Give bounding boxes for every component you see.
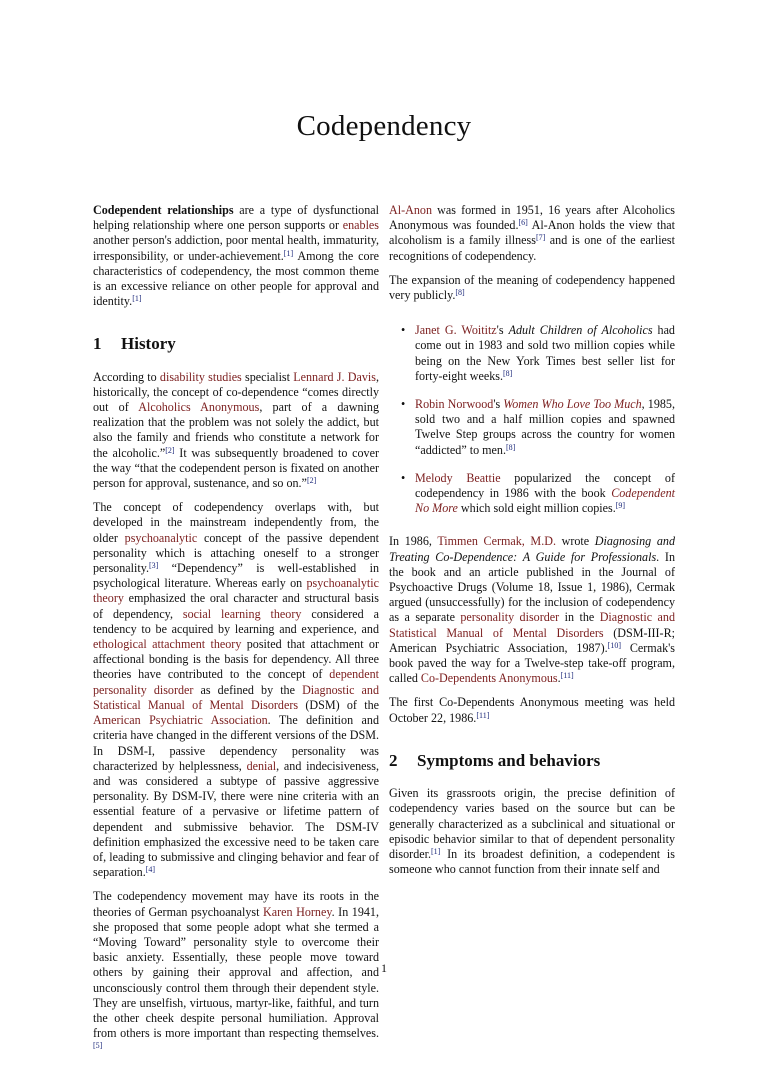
page-title: Codependency (296, 110, 472, 142)
text: which sold eight million copies. (457, 501, 616, 516)
text: The codependency movement may have its roots in the theories of German psychoanalyst (93, 889, 379, 919)
text: In its broadest definition, a codependent is someone who cannot function from their innate self and (389, 846, 675, 877)
text: . In the book and an article published in the Journal of Psychoactive Drugs (Volume 18, Issue 1, 1986), Cermak argued (unsuccessfully) for the inclusion of codependency as a separate (389, 549, 676, 625)
history-paragraph (93, 370, 379, 492)
ref-link[interactable]: [6] (518, 218, 528, 228)
text: specialist (241, 369, 294, 384)
history-paragraph (389, 534, 675, 686)
intro-paragraph (93, 203, 379, 309)
history-paragraph (93, 500, 379, 880)
text: Cermak's book paved the way for a Twelve-step take-off program, called (389, 640, 675, 686)
section-title: Symptoms and behaviors (417, 750, 601, 770)
left-column (93, 203, 379, 1066)
section-number: 2 (389, 750, 398, 770)
ref-link[interactable]: [10] (607, 640, 621, 650)
text: 's (493, 397, 504, 412)
text: Among the core characteristics of codependency, the most common theme is an excessive reliance on other people for approval and identity. (93, 248, 379, 309)
ref-link[interactable]: [8] (503, 368, 513, 378)
text: The expansion of the meaning of codependency happened very publicly. (389, 272, 675, 303)
text: , and indecisiveness, and was considered a subtype of passive aggressive personality. By DSM-IV, there were nine criteria with an essential feature of a pervasive or lifetime pattern of dependent and submissive behavior. The DSM-IV definition emphasized the excessive need to be taken care of, leading to submissive and clinging behavior and fear of separation. (93, 758, 379, 880)
link-alcoholics-anonymous[interactable]: Alcoholics Anonymous (138, 400, 260, 415)
text: (DSM-III-R; American Psychiatric Association, 1987). (389, 625, 676, 655)
link-dependent-personality-disorder[interactable]: dependent personality disorder (93, 667, 379, 697)
text: According to (93, 369, 160, 384)
link-melody-beattie[interactable]: Melody Beattie (415, 470, 501, 485)
text: in the (559, 610, 600, 625)
link-co-dependents-anonymous[interactable]: Co-Dependents Anonymous (420, 671, 558, 686)
link-psychoanalytic[interactable]: psychoanalytic (124, 530, 198, 545)
ref-link[interactable]: [4] (145, 865, 156, 875)
page-number: 1 (381, 961, 387, 975)
ref-link[interactable]: [5] (93, 1041, 103, 1051)
link-denial[interactable]: denial (246, 758, 277, 773)
section-heading-history (93, 334, 379, 354)
text: . The definition and criteria have changed in the different versions of the DSM. In DSM-I, passive dependency personality was characterized by helplessness, (93, 713, 379, 773)
link-disability-studies[interactable]: disability studies (159, 369, 242, 384)
text: popularized the concept of codependency in 1986 with the book (415, 470, 675, 501)
list-item (389, 323, 675, 384)
ref-link[interactable]: [8] (506, 442, 516, 452)
book-list (389, 323, 675, 516)
ref-link[interactable]: [2] (165, 445, 175, 455)
text: considered a tendency to be acquired by learning and experience, and (93, 606, 379, 636)
link-social-learning-theory[interactable]: social learning theory (182, 606, 302, 621)
history-paragraph (389, 695, 675, 725)
link-psychoanalytic-theory[interactable]: psychoanalytic theory (93, 576, 379, 606)
link-janet-woititz[interactable]: Janet G. Woititz (415, 323, 497, 338)
link-timmen-cermak[interactable]: Timmen Cermak, M.D. (437, 534, 556, 549)
text: The concept of codependency overlaps with, but developed in the mainstream independently from, the older (93, 500, 379, 545)
link-dsm[interactable]: Diagnostic and Statistical Manual of Mental Disorders (389, 610, 675, 640)
link-dsm[interactable]: Diagnostic and Statistical Manual of Mental Disorders (93, 682, 379, 712)
text: , 1985, sold two and a half million copies and spawned Twelve Step groups across the country for women “addicted” to men. (415, 397, 675, 457)
symptoms-paragraph (389, 786, 675, 877)
link-book-title[interactable]: Women Who Love Too Much (503, 397, 642, 412)
text: . (557, 671, 561, 686)
intro-bold-term: Codependent relationships (93, 203, 234, 217)
ref-link[interactable]: [1] (431, 846, 441, 856)
text: and is one of the earliest recognitions of codependency. (389, 233, 675, 263)
link-al-anon[interactable]: Al-Anon (389, 203, 432, 217)
link-attachment-theory[interactable]: ethological attachment theory (93, 637, 242, 652)
text: , historically, the concept of co-dependence “comes directly out of (93, 369, 379, 415)
text: “Dependency” is well-established in psychological literature. Whereas early on (93, 561, 379, 591)
ref-link[interactable]: [2] (306, 476, 317, 486)
list-item (389, 397, 675, 458)
link-robin-norwood[interactable]: Robin Norwood (415, 397, 494, 412)
list-item (389, 471, 675, 517)
text: concept of the passive dependent personality which is attaching oneself to a stronger personality. (93, 530, 379, 576)
ref-link[interactable]: [3] (148, 561, 159, 571)
link-apa[interactable]: American Psychiatric Association (93, 713, 268, 728)
text: , part of a dawning realization that the problem was not solely the addict, but also the family and friends who constitute a network for the alcoholic.” (93, 400, 379, 460)
right-column (389, 203, 675, 886)
text: emphasized the oral character and structural basis of dependency, (93, 591, 379, 621)
text: Given its grassroots origin, the precise definition of codependency varies based on the source but can be generally characterized as a subclinical and situational or episodic behavior similar to that of dependent personality disorder. (389, 786, 675, 861)
ref-link[interactable]: [9] (615, 501, 626, 511)
text: 's (496, 323, 509, 338)
ref-link[interactable]: [1] (132, 294, 142, 304)
text: are a type of dysfunctional helping relationship where one person supports or (93, 203, 380, 233)
history-paragraph (389, 203, 675, 264)
section-heading-symptoms (389, 750, 675, 770)
text: . In 1941, she proposed that some people adopt what she termed a “Moving Toward” personality style to overcome their basic anxiety. Essentially, these people move toward others by gaining their approval and affection, and unconsciously control them through their dependent style. They are unselfish, virtuous, martyr-like, faithful, and turn the other cheek despite personal humiliation. Approval from others is more important than respecting themselves. (93, 904, 379, 1041)
text: The first Co-Dependents Anonymous meeting was held October 22, 1986. (389, 695, 675, 725)
ref-link[interactable]: [1] (283, 248, 294, 258)
section-title: History (121, 334, 176, 354)
ref-link[interactable]: [8] (455, 288, 465, 298)
text: as defined by the (193, 682, 303, 697)
text: It was subsequently broadened to cover the way “that the codependent person is fixated on another person for approval, sustenance, and so on.” (93, 445, 379, 491)
link-karen-horney[interactable]: Karen Horney (263, 904, 332, 919)
history-paragraph (389, 273, 675, 303)
link-book-title[interactable]: Codependent No More (415, 486, 675, 516)
text: had come out in 1983 and sold two million copies while being on the New York Times best seller list for forty-eight weeks. (415, 323, 675, 383)
link-lennard-davis[interactable]: Lennard J. Davis (293, 369, 376, 384)
book-title: Diagnosing and Treating Co-Dependence: A Guide for Professionals (389, 534, 675, 564)
ref-link[interactable]: [11] (476, 710, 490, 720)
ref-link[interactable]: [11] (560, 671, 574, 681)
ref-link[interactable]: [7] (535, 233, 546, 243)
text: In 1986, (389, 534, 438, 549)
text: (DSM) of the (298, 697, 380, 712)
text: Al-Anon holds the view that alcoholism is a family illness (389, 218, 675, 248)
text: another person's addiction, poor mental health, immaturity, irresponsibility, or under-achievement. (93, 233, 379, 263)
text: posited that attachment or affectional bonding is the basis for dependency. All three theories have contributed to the concept of (93, 637, 379, 682)
book-title: Adult Children of Alcoholics (508, 323, 653, 338)
link-personality-disorder[interactable]: personality disorder (460, 610, 560, 625)
text: wrote (555, 534, 595, 549)
section-number: 1 (93, 334, 102, 354)
link-enables[interactable]: enables (342, 218, 379, 233)
text: was formed in 1951, 16 years after Alcoholics Anonymous was founded. (389, 203, 675, 233)
